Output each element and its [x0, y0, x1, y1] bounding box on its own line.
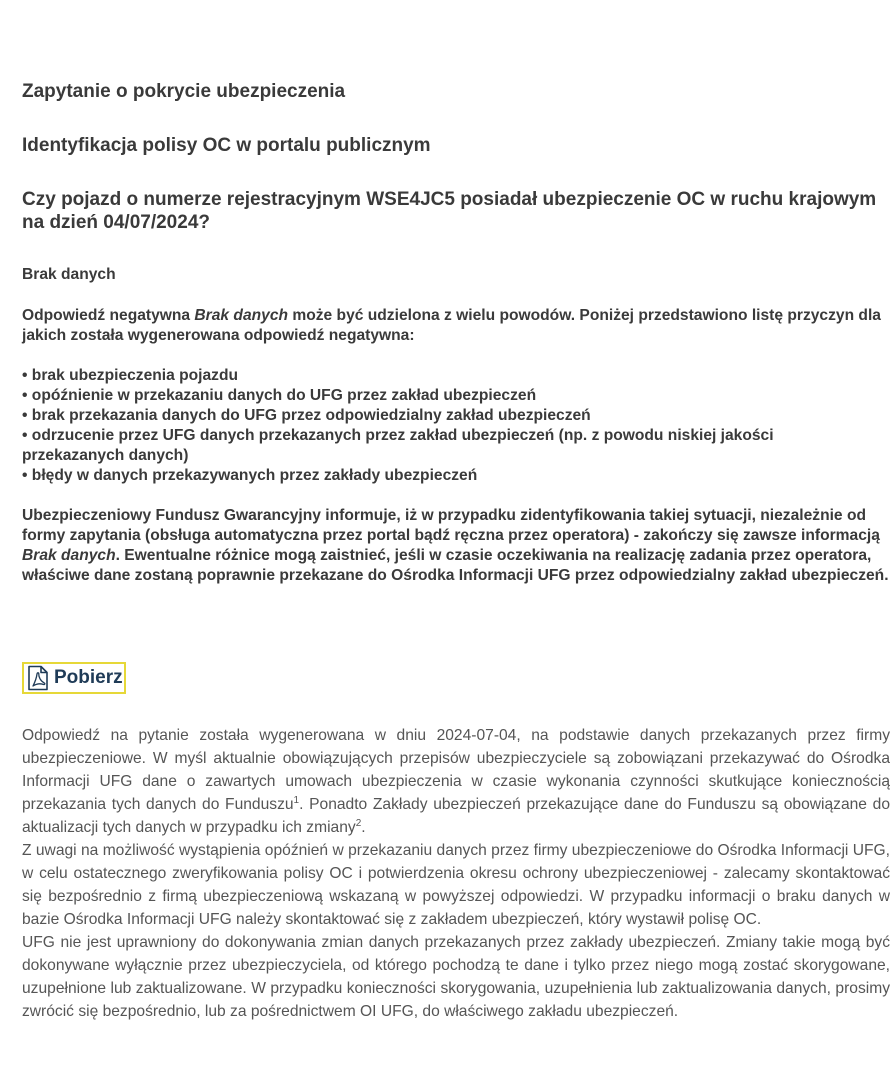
list-item: • brak przekazania danych do UFG przez odpowiedzialny zakład ubezpieczeń	[22, 406, 882, 426]
intro-text-emphasis: Brak danych	[194, 307, 289, 324]
download-label: Pobierz	[54, 667, 123, 688]
note-text-before: Ubezpieczeniowy Fundusz Gwarancyjny informuje, iż w przypadku zidentyfikowania takiej sytuacji, niezależnie od formy zapytania (obsługa automatyczna przez portal bądź ręczna przez operatora) - zakończy się zawsze informacją	[22, 507, 880, 544]
legal-paragraph-2: Z uwagi na możliwość wystąpienia opóźnień w przekazaniu danych przez firmy ubezpieczeniowe do Ośrodka Informacji UFG, w celu ostatecznego zweryfikowania polisy OC i potwierdzenia okresu ochrony ubezpieczeniowej - zalecamy skontaktować się bezpośrednio z firmą ubezpieczeniową wskazaną w powyższej odpowiedzi. W przypadku informacji o braku danych w bazie Ośrodka Informacji UFG należy skontaktować się z zakładem ubezpieczeń, który wystawił polisę OC.	[22, 842, 890, 928]
note-text-emphasis: Brak danych	[22, 547, 116, 564]
list-item: • opóźnienie w przekazaniu danych do UFG przez zakład ubezpieczeń	[22, 386, 882, 406]
footnote-ref-2: 2	[355, 817, 362, 829]
legal-text: Odpowiedź na pytanie została wygenerowana w dniu 2024-07-04, na podstawie danych przekazanych przez firmy ubezpieczeniowe. W myśl aktualnie obowiązujących przepisów ubezpieczyciele są zobowiązani przekazywać do Ośrodka Informacji UFG dane o zawartych umowach ubezpieczenia w czasie wykonania czynności skutkujące koniecznością przekazania tych danych do Funduszu	[22, 727, 890, 813]
coverage-question: Czy pojazd o numerze rejestracyjnym WSE4JC5 posiadał ubezpieczenie OC w ruchu krajowym na dzień 04/07/2024?	[22, 189, 877, 233]
note-text-after: . Ewentualne różnice mogą zaistnieć, jeśli w czasie oczekiwania na realizację zadania przez operatora, właściwe dane zostaną poprawnie przekazane do Ośrodka Informacji UFG przez odpowiedzialny zakład ubezpieczeń.	[22, 547, 889, 584]
list-item: • odrzucenie przez UFG danych przekazanych przez zakład ubezpieczeń (np. z powodu niskiej jakości przekazanych danych)	[22, 426, 812, 466]
download-button[interactable]	[22, 662, 126, 694]
list-item: • brak ubezpieczenia pojazdu	[22, 366, 882, 386]
legal-paragraph-1	[22, 724, 890, 839]
section-subtitle: Identyfikacja polisy OC w portalu publicznym	[22, 135, 431, 156]
intro-text-before: Odpowiedź negatywna	[22, 307, 195, 324]
pdf-icon	[26, 665, 50, 691]
negative-answer-intro	[22, 306, 882, 346]
result-status: Brak danych	[22, 266, 116, 283]
legal-paragraph-3: UFG nie jest uprawniony do dokonywania zmian danych przekazanych przez zakłady ubezpieczeń. Zmiany takie mogą być dokonywane wyłącznie przez ubezpieczyciela, od którego pochodzą te dane i tylko przez niego mogą zostać skorygowane, uzupełnione lub zaktualizowane. W przypadku konieczności skorygowania, uzupełnienia lub zaktualizowania danych, prosimy zwrócić się bezpośrednio, lub za pośrednictwem OI UFG, do właściwego zakładu ubezpieczeń.	[22, 934, 890, 1020]
legal-info	[22, 724, 890, 1023]
ufg-note	[22, 506, 890, 586]
legal-text: .	[361, 819, 366, 836]
page-title: Zapytanie o pokrycie ubezpieczenia	[22, 81, 346, 102]
intro-text-after: może być udzielona z wielu powodów. Poniżej przedstawiono listę przyczyn dla jakich została wygenerowana odpowiedź negatywna:	[22, 307, 881, 344]
reasons-list	[22, 366, 882, 486]
legal-text: . Ponadto Zakłady ubezpieczeń przekazujące dane do Funduszu są obowiązane do aktualizacji tych danych w przypadku ich zmiany	[22, 796, 890, 836]
list-item: • błędy w danych przekazywanych przez zakłady ubezpieczeń	[22, 466, 882, 486]
footnote-ref-1: 1	[293, 794, 300, 806]
